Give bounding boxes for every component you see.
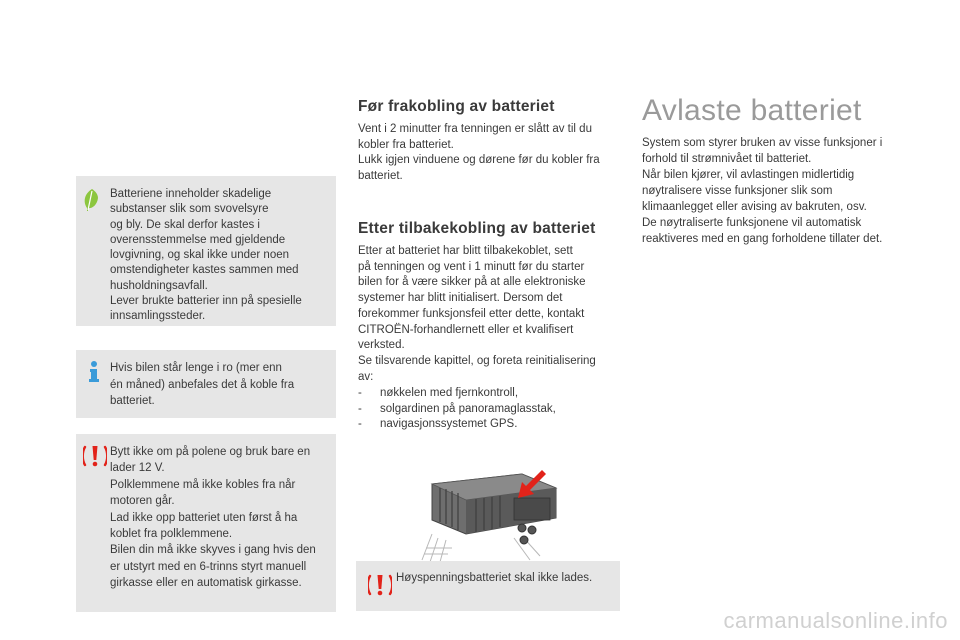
watermark: carmanualsonline.info — [723, 608, 948, 633]
text-line: koblet fra polklemmene. — [110, 528, 233, 541]
warning-note-text — [110, 444, 334, 592]
info-note-box — [76, 350, 336, 418]
section-body-offload — [642, 135, 912, 247]
text-line: Polklemmene må ikke kobles fra når — [110, 478, 296, 491]
hv-warning-box — [356, 561, 620, 611]
environment-note-text — [110, 187, 332, 325]
hv-warning-text: Høyspenningsbatteriet skal ikke lades. — [396, 572, 593, 584]
text-line: Etter at batteriet har blitt tilbakekoblet, sett — [358, 245, 573, 257]
text-line: Bytt ikke om på polene og bruk bare en — [110, 446, 311, 458]
text-line: Lever brukte batterier inn på spesielle — [110, 295, 302, 308]
page-title: Avlaste batteriet — [642, 94, 862, 127]
text-line: innsamlingssteder. — [110, 310, 206, 323]
battery-illustration — [418, 464, 568, 564]
info-icon — [84, 359, 104, 383]
text-line: bilen for å være sikker på at alle elektroniske — [358, 276, 586, 289]
section-body-before — [358, 122, 624, 185]
text-line: forekommer funksjonsfeil etter dette, kontakt — [358, 307, 585, 320]
text-line: Lad ikke opp batteriet uten først å ha — [110, 511, 298, 524]
text-line: De nøytraliserte funksjonene vil automatisk — [642, 217, 862, 229]
text-line: er utstyrt med en 6-trinns styrt manuell — [110, 560, 307, 573]
text-line: av: — [358, 370, 374, 383]
warning-icon — [368, 573, 392, 597]
text-line: Hvis bilen står lenge i ro (mer enn — [110, 362, 282, 374]
section-heading-before: Før frakobling av batteriet — [358, 98, 555, 115]
text-line: CITROËN-forhandlernett eller et kvalifisert — [358, 323, 574, 336]
text-line: én måned) anbefales det å koble fra — [110, 378, 295, 391]
text-line: husholdningsavfall. — [110, 279, 208, 292]
text-line: Se tilsvarende kapittel, og foreta reinitialisering — [358, 354, 596, 367]
reinit-list — [358, 386, 624, 433]
section-body-after — [358, 244, 624, 385]
text-line: kobler fra batteriet. — [358, 138, 454, 151]
text-line: nøytralisere visse funksjoner slik som — [642, 185, 833, 197]
text-line: klimaanlegget eller avising av bakruten, osv. — [642, 201, 867, 213]
text-line: Bilen din må ikke skyves i gang hvis den — [110, 544, 316, 557]
text-line: girkasse eller en automatisk girkasse. — [110, 577, 302, 590]
text-line: systemer har blitt initialisert. Dersom det — [358, 292, 563, 305]
text-line: og bly. De skal derfor kastes i — [110, 218, 260, 231]
text-line: omstendigheter kastes sammen med — [110, 264, 299, 277]
text-line: Lukk igjen vinduene og dørene før du kobler fra — [358, 154, 600, 167]
list-item: - nøkkelen med fjernkontroll, — [358, 386, 624, 402]
text-line: overensstemmelse med gjeldende — [110, 233, 286, 246]
list-item: - navigasjonssystemet GPS. — [358, 417, 624, 433]
text-line: Batteriene inneholder skadelige — [110, 188, 272, 200]
text-line: batteriet. — [110, 395, 155, 407]
list-item: - solgardinen på panoramaglasstak, — [358, 402, 624, 418]
text-line: Når bilen kjører, vil avlastingen midlertidig — [642, 169, 855, 181]
text-line: motoren går. — [110, 495, 175, 508]
info-note-text — [110, 360, 332, 410]
text-line: lader 12 V. — [110, 462, 165, 475]
text-line: reaktiveres med en gang forholdene tillater det. — [642, 233, 883, 245]
text-line: substanser slik som svovelsyre — [110, 203, 269, 216]
text-line: forhold til strømnivået til batteriet. — [642, 153, 812, 165]
text-line: lovgivning, og skal ikke under noen — [110, 249, 290, 262]
leaf-icon — [82, 188, 102, 212]
section-heading-after: Etter tilbakekobling av batteriet — [358, 220, 596, 237]
text-line: batteriet. — [358, 170, 403, 183]
text-line: System som styrer bruken av visse funksjoner i — [642, 137, 883, 149]
text-line: Vent i 2 minutter fra tenningen er slått av til du — [358, 123, 592, 135]
warning-note-box — [76, 434, 336, 612]
text-line: på tenningen og vent i 1 minutt før du starter — [358, 260, 585, 273]
warning-icon — [83, 444, 107, 468]
text-line: verksted. — [358, 339, 405, 352]
environment-note-box — [76, 176, 336, 326]
